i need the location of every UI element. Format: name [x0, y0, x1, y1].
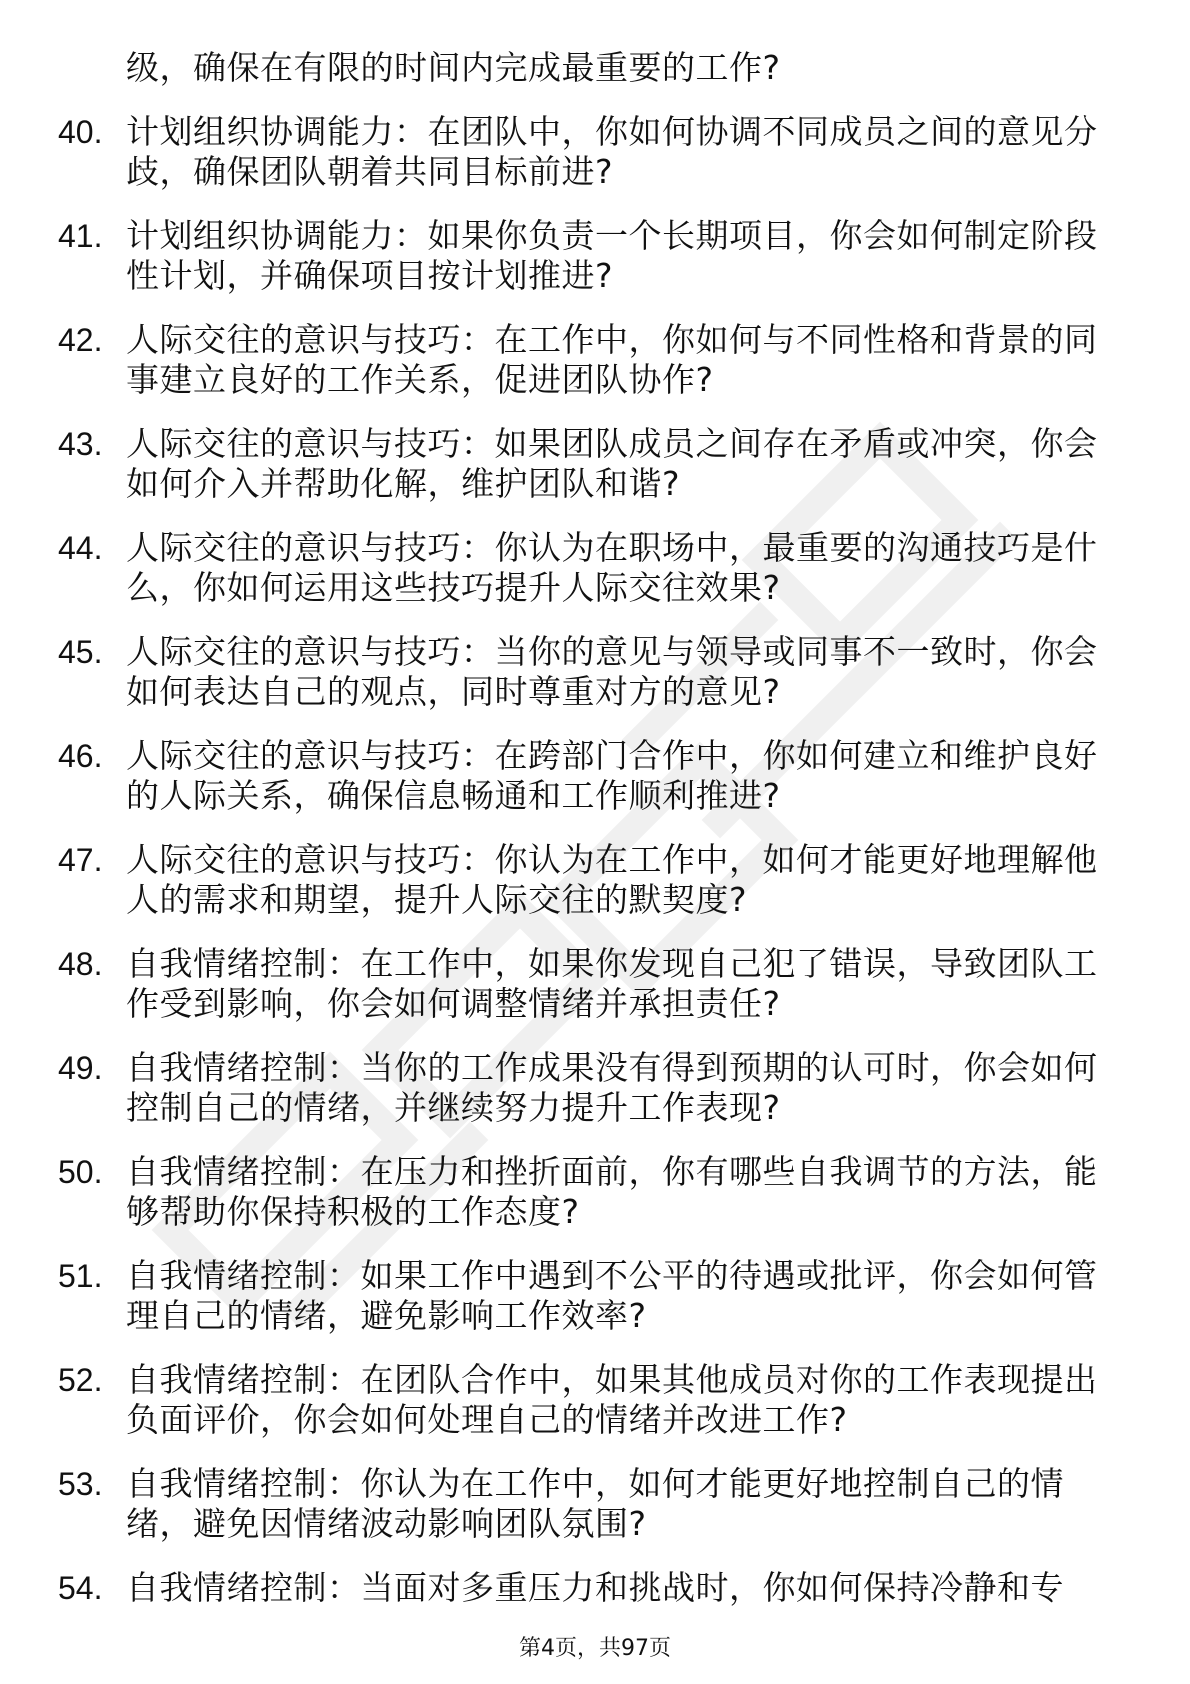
item-text: 人际交往的意识与技巧：你认为在工作中，如何才能更好地理解他人的需求和期望，提升人际交往的默契度? — [126, 840, 1098, 919]
list-item — [58, 1152, 1118, 1232]
list-item — [58, 840, 1118, 920]
document-body — [58, 48, 1118, 1632]
page-number-label: 第4页，共97页 — [519, 1636, 671, 1661]
item-number: 48. — [58, 946, 103, 982]
list-item — [58, 1256, 1118, 1336]
list-item — [58, 632, 1118, 712]
item-text: 人际交往的意识与技巧：当你的意见与领导或同事不一致时，你会如何表达自己的观点，同时尊重对方的意见? — [126, 632, 1098, 711]
list-item — [58, 1360, 1118, 1440]
item-number: 40. — [58, 114, 103, 150]
item-text: 自我情绪控制：在团队合作中，如果其他成员对你的工作表现提出负面评价，你会如何处理自己的情绪并改进工作? — [126, 1360, 1098, 1439]
item-text: 人际交往的意识与技巧：如果团队成员之间存在矛盾或冲突，你会如何介入并帮助化解，维护团队和谐? — [126, 424, 1098, 503]
page-footer — [0, 1636, 1190, 1662]
list-item — [58, 216, 1118, 296]
item-number: 50. — [58, 1154, 103, 1190]
item-text: 自我情绪控制：你认为在工作中，如何才能更好地控制自己的情绪，避免因情绪波动影响团队氛围? — [126, 1464, 1064, 1543]
list-item — [58, 736, 1118, 816]
item-number: 42. — [58, 322, 103, 358]
item-number: 53. — [58, 1466, 103, 1502]
item-number: 44. — [58, 530, 103, 566]
item-number: 49. — [58, 1050, 103, 1086]
item-text: 人际交往的意识与技巧：在跨部门合作中，你如何建立和维护良好的人际关系，确保信息畅通和工作顺利推进? — [126, 736, 1098, 815]
item-text: 自我情绪控制：在工作中，如果你发现自己犯了错误，导致团队工作受到影响，你会如何调整情绪并承担责任? — [126, 944, 1098, 1023]
item-number: 54. — [58, 1570, 103, 1606]
item-number: 41. — [58, 218, 103, 254]
item-text: 计划组织协调能力：在团队中，你如何协调不同成员之间的意见分歧，确保团队朝着共同目标前进? — [126, 112, 1098, 191]
continued-text: 级，确保在有限的时间内完成最重要的工作? — [126, 48, 781, 87]
list-item — [58, 944, 1118, 1024]
item-text: 人际交往的意识与技巧：你认为在职场中，最重要的沟通技巧是什么，你如何运用这些技巧提升人际交往效果? — [126, 528, 1098, 607]
item-text: 人际交往的意识与技巧：在工作中，你如何与不同性格和背景的同事建立良好的工作关系，促进团队协作? — [126, 320, 1098, 399]
item-number: 52. — [58, 1362, 103, 1398]
list-item — [58, 112, 1118, 192]
item-number: 51. — [58, 1258, 103, 1294]
item-number: 47. — [58, 842, 103, 878]
item-text: 计划组织协调能力：如果你负责一个长期项目，你会如何制定阶段性计划，并确保项目按计划推进? — [126, 216, 1098, 295]
list-item — [58, 1568, 1118, 1608]
item-number: 46. — [58, 738, 103, 774]
list-item — [58, 528, 1118, 608]
item-text: 自我情绪控制：当面对多重压力和挑战时，你如何保持冷静和专 — [126, 1568, 1064, 1607]
item-text: 自我情绪控制：如果工作中遇到不公平的待遇或批评，你会如何管理自己的情绪，避免影响工作效率? — [126, 1256, 1098, 1335]
item-text: 自我情绪控制：当你的工作成果没有得到预期的认可时，你会如何控制自己的情绪，并继续努力提升工作表现? — [126, 1048, 1098, 1127]
list-item — [58, 1464, 1118, 1544]
item-number: 45. — [58, 634, 103, 670]
item-number: 43. — [58, 426, 103, 462]
list-item — [58, 424, 1118, 504]
list-item — [58, 320, 1118, 400]
list-item — [58, 1048, 1118, 1128]
item-text: 自我情绪控制：在压力和挫折面前，你有哪些自我调节的方法，能够帮助你保持积极的工作态度? — [126, 1152, 1098, 1231]
